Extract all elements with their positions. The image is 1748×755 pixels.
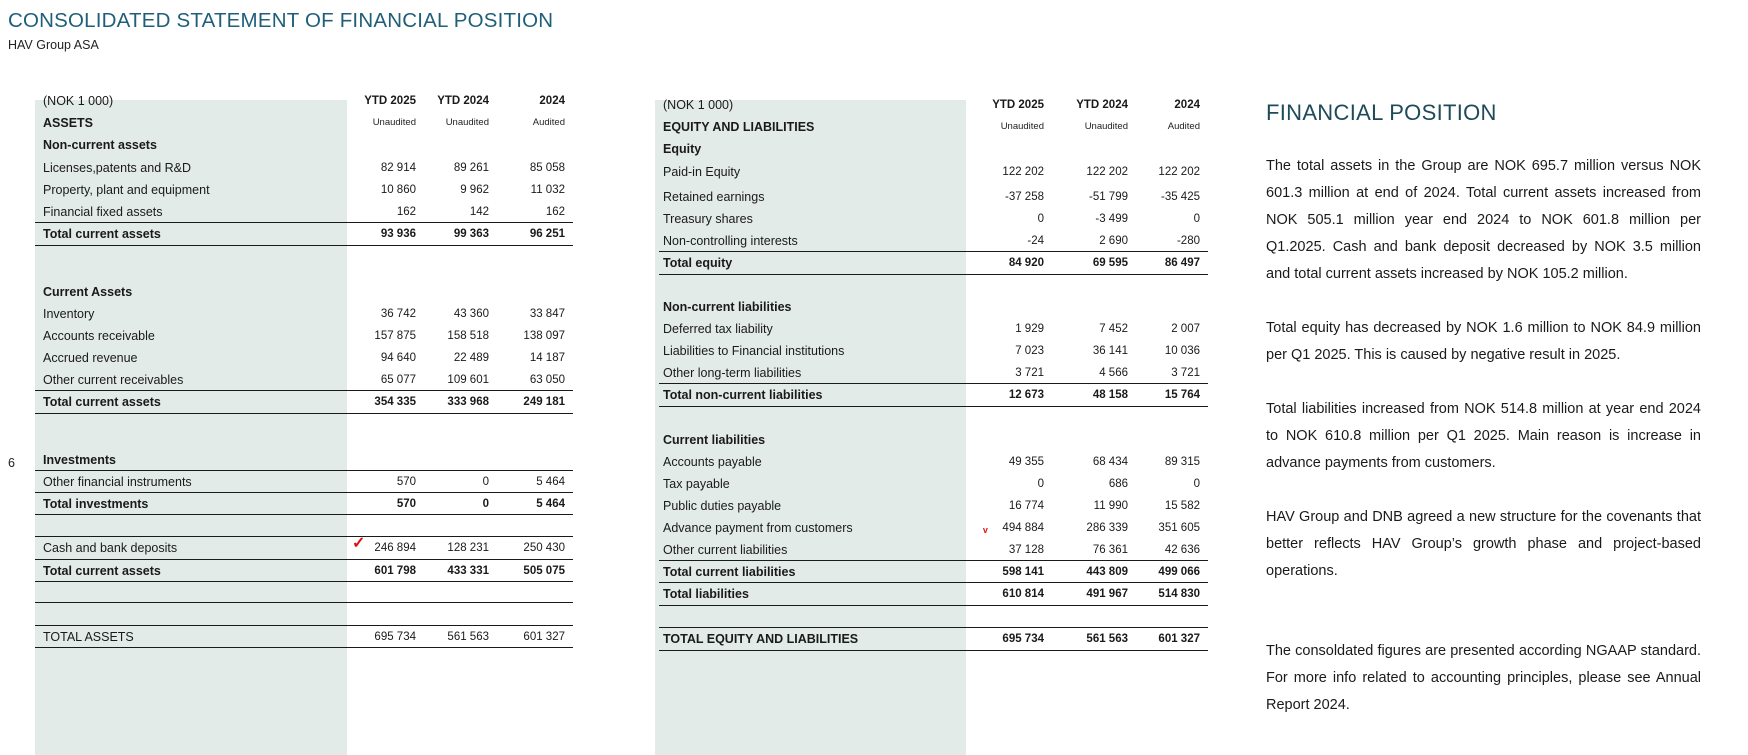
row-label: Non-current assets <box>43 138 157 152</box>
row-label: TOTAL EQUITY AND LIABILITIES <box>663 632 859 646</box>
cell-value: 48 158 <box>1092 389 1128 401</box>
cell-value: 69 595 <box>1092 257 1128 269</box>
table-row <box>35 302 573 326</box>
cell-value: 7 023 <box>1015 345 1044 357</box>
table-row <box>35 324 573 348</box>
cell-value: 505 075 <box>523 565 565 577</box>
table-row <box>35 470 573 494</box>
cell-value: 42 636 <box>1164 544 1200 556</box>
page-number: 6 <box>8 456 15 470</box>
row-divider <box>35 581 573 582</box>
table-row <box>655 207 1208 231</box>
row-label: Accounts payable <box>663 455 762 469</box>
row-divider <box>659 605 1208 606</box>
row-label: Cash and bank deposits <box>43 541 178 555</box>
column-note: Audited <box>532 117 565 128</box>
column-note: Unaudited <box>1000 121 1044 132</box>
cell-value: 494 884 <box>1002 522 1044 534</box>
cell-value: 16 774 <box>1008 500 1044 512</box>
cell-value: 138 097 <box>523 330 565 342</box>
row-label: Other long-term liabilities <box>663 366 802 380</box>
row-label: Total equity <box>663 256 733 270</box>
row-label: Liabilities to Financial institutions <box>663 344 845 358</box>
cell-value: 561 563 <box>447 631 489 643</box>
cell-value: 142 <box>469 206 489 218</box>
row-label: Total current assets <box>43 395 161 409</box>
cell-value: 157 875 <box>374 330 416 342</box>
table-row <box>655 361 1208 385</box>
cell-value: 0 <box>1037 478 1044 490</box>
cell-value: 85 058 <box>529 162 565 174</box>
cell-value: 36 141 <box>1092 345 1128 357</box>
cell-value: 0 <box>1193 213 1200 225</box>
cell-value: 491 967 <box>1086 588 1128 600</box>
row-label: Total non-current liabilities <box>663 388 823 402</box>
unit-label: (NOK 1 000) <box>663 98 734 112</box>
row-label: Current Assets <box>43 285 133 299</box>
column-note: Unaudited <box>445 117 489 128</box>
row-label: Paid-in Equity <box>663 165 741 179</box>
cell-value: 0 <box>1193 478 1200 490</box>
cell-value: 7 452 <box>1099 323 1128 335</box>
cell-value: 37 128 <box>1008 544 1044 556</box>
cell-value: -24 <box>1027 235 1044 247</box>
cell-value: 122 202 <box>1158 166 1200 178</box>
cell-value: 122 202 <box>1086 166 1128 178</box>
row-label: Accrued revenue <box>43 351 138 365</box>
cell-value: 10 860 <box>380 184 416 196</box>
cell-value: 158 518 <box>447 330 489 342</box>
tick-mark-annotation: ᵥ <box>983 520 988 535</box>
cell-value: 89 261 <box>453 162 489 174</box>
table-row <box>35 448 573 472</box>
cell-value: 695 734 <box>1002 633 1044 645</box>
cell-value: 128 231 <box>447 542 489 554</box>
cell-value: 49 355 <box>1008 456 1044 468</box>
table-row <box>655 494 1208 518</box>
row-label: Investments <box>43 453 116 467</box>
table-subheader-row <box>655 115 1208 139</box>
page-title: CONSOLIDATED STATEMENT OF FINANCIAL POSITION <box>8 9 554 32</box>
table-row <box>655 160 1208 184</box>
cell-value: 122 202 <box>1002 166 1044 178</box>
row-label: Advance payment from customers <box>663 521 853 535</box>
table-row <box>35 368 573 392</box>
company-name: HAV Group ASA <box>8 38 99 52</box>
cell-value: 22 489 <box>453 352 489 364</box>
table-subheader-row <box>35 111 573 135</box>
cell-value: 9 962 <box>460 184 489 196</box>
table-row <box>35 178 573 202</box>
cell-value: 2 690 <box>1099 235 1128 247</box>
cell-value: 109 601 <box>447 374 489 386</box>
row-label: Other current receivables <box>43 373 184 387</box>
row-label: Property, plant and equipment <box>43 183 210 197</box>
cell-value: 10 036 <box>1164 345 1200 357</box>
cell-value: 499 066 <box>1158 566 1200 578</box>
table-row <box>35 492 573 516</box>
row-divider <box>35 245 573 246</box>
table-row <box>655 251 1208 275</box>
table-row <box>655 538 1208 562</box>
cell-value: -280 <box>1176 235 1200 247</box>
cell-value: 601 798 <box>374 565 416 577</box>
cell-value: 443 809 <box>1086 566 1128 578</box>
cell-value: 162 <box>545 206 565 218</box>
cell-value: 514 830 <box>1158 588 1200 600</box>
cell-value: 33 847 <box>529 308 565 320</box>
table-row <box>655 560 1208 584</box>
cell-value: 3 721 <box>1171 367 1200 379</box>
cell-value: 12 673 <box>1008 389 1044 401</box>
cell-value: 250 430 <box>523 542 565 554</box>
cell-value: 570 <box>396 498 416 510</box>
cell-value: -51 799 <box>1088 191 1128 203</box>
check-mark-annotation: ✓ <box>352 535 366 552</box>
cell-value: 0 <box>482 498 489 510</box>
row-divider <box>659 650 1208 651</box>
table-row <box>655 472 1208 496</box>
row-label: Financial fixed assets <box>43 205 163 219</box>
table-row <box>35 559 573 583</box>
cell-value: 2 007 <box>1171 323 1200 335</box>
cell-value: 15 582 <box>1164 500 1200 512</box>
cell-value: 5 464 <box>536 476 565 488</box>
table-row <box>655 383 1208 407</box>
cell-value: 96 251 <box>529 228 565 240</box>
paragraph: Total equity has decreased by NOK 1.6 million to NOK 84.9 million per Q1 2025. This is caused by negative result in 2025. <box>1266 320 1701 363</box>
table-header-row <box>35 89 573 113</box>
table-row <box>655 627 1208 651</box>
paragraph: Total liabilities increased from NOK 514.8 million at year end 2024 to NOK 610.8 million per Q1 2025. Main reason is increase in advance payments from customers. <box>1266 401 1701 471</box>
unit-label: (NOK 1 000) <box>43 94 114 108</box>
row-label: Tax payable <box>663 477 730 491</box>
column-header: YTD 2024 <box>437 95 489 107</box>
row-label: Total investments <box>43 497 149 511</box>
cell-value: 246 894 <box>374 542 416 554</box>
cell-value: 86 497 <box>1164 257 1200 269</box>
cell-value: 0 <box>482 476 489 488</box>
row-label: Equity <box>663 142 702 156</box>
row-divider <box>35 413 573 414</box>
row-label: Deferred tax liability <box>663 322 773 336</box>
row-label: Non-controlling interests <box>663 234 798 248</box>
row-label: Other current liabilities <box>663 543 788 557</box>
cell-value: 99 363 <box>453 228 489 240</box>
row-label: Other financial instruments <box>43 475 192 489</box>
cell-value: 36 742 <box>380 308 416 320</box>
cell-value: 76 361 <box>1092 544 1128 556</box>
table-row <box>655 229 1208 253</box>
column-note: Audited <box>1167 121 1200 132</box>
cell-value: 94 640 <box>380 352 416 364</box>
table-header-row <box>655 93 1208 117</box>
table-row <box>655 295 1208 319</box>
table-row <box>35 222 573 246</box>
cell-value: 610 814 <box>1002 588 1044 600</box>
cell-value: 601 327 <box>1158 633 1200 645</box>
cell-value: 3 721 <box>1015 367 1044 379</box>
row-label: Total liabilities <box>663 587 749 601</box>
table-row <box>35 536 573 560</box>
column-note: Unaudited <box>1084 121 1128 132</box>
column-note: Unaudited <box>372 117 416 128</box>
cell-value: 561 563 <box>1086 633 1128 645</box>
row-label: Treasury shares <box>663 212 753 226</box>
column-header: 2024 <box>539 95 565 107</box>
table-row <box>655 317 1208 341</box>
cell-value: -35 425 <box>1160 191 1200 203</box>
table-row <box>655 137 1208 161</box>
cell-value: 63 050 <box>529 374 565 386</box>
table-row <box>655 516 1208 540</box>
section-title: ASSETS <box>43 116 94 130</box>
cell-value: 5 464 <box>536 498 565 510</box>
table-row <box>35 280 573 304</box>
cell-value: 15 764 <box>1164 389 1200 401</box>
table-row <box>35 625 573 649</box>
table-row <box>655 428 1208 452</box>
cell-value: 601 327 <box>523 631 565 643</box>
row-label: Non-current liabilities <box>663 300 792 314</box>
column-header: YTD 2025 <box>992 99 1044 111</box>
table-row <box>35 390 573 414</box>
cell-value: 598 141 <box>1002 566 1044 578</box>
equity-liabilities-table <box>655 100 1208 755</box>
cell-value: 570 <box>396 476 416 488</box>
cell-value: 84 920 <box>1008 257 1044 269</box>
table-row <box>35 200 573 224</box>
table-row <box>655 185 1208 209</box>
row-label: Current liabilities <box>663 433 766 447</box>
cell-value: 695 734 <box>374 631 416 643</box>
assets-table <box>35 94 573 755</box>
section-title: EQUITY AND LIABILITIES <box>663 120 815 134</box>
cell-value: 162 <box>396 206 416 218</box>
paragraph: The total assets in the Group are NOK 695.7 million versus NOK 601.3 million at end of 2024. Total current assets increased from NOK 505.1 million year end 2024 to NOK 601.8 million per Q1.2025. Cash and bank deposit decreased by NOK 3.5 million and total current assets increased by NOK 105.2 million. <box>1266 158 1701 282</box>
column-header: YTD 2024 <box>1076 99 1128 111</box>
cell-value: 0 <box>1037 213 1044 225</box>
table-row <box>35 133 573 157</box>
cell-value: 11 990 <box>1093 500 1128 512</box>
cell-value: 354 335 <box>374 396 416 408</box>
row-divider <box>659 406 1208 407</box>
row-divider <box>659 274 1208 275</box>
table-row <box>35 346 573 370</box>
row-label: Accounts receivable <box>43 329 155 343</box>
cell-value: 93 936 <box>380 228 416 240</box>
paragraph: HAV Group and DNB agreed a new structure for the covenants that better reflects HAV Group’s growth phase and project-based operations. <box>1266 509 1701 579</box>
cell-value: 286 339 <box>1086 522 1128 534</box>
cell-value: 351 605 <box>1158 522 1200 534</box>
row-label: Public duties payable <box>663 499 782 513</box>
row-label: Retained earnings <box>663 190 765 204</box>
cell-value: 68 434 <box>1092 456 1128 468</box>
row-divider <box>35 647 573 648</box>
row-label: Licenses,patents and R&D <box>43 161 192 175</box>
section-heading: FINANCIAL POSITION <box>1266 100 1497 125</box>
table-row <box>655 582 1208 606</box>
cell-value: 333 968 <box>447 396 489 408</box>
row-label: TOTAL ASSETS <box>43 630 134 644</box>
cell-value: 43 360 <box>453 308 489 320</box>
cell-value: 65 077 <box>380 374 416 386</box>
cell-value: 249 181 <box>523 396 565 408</box>
row-label: Total current liabilities <box>663 565 796 579</box>
cell-value: 14 187 <box>529 352 565 364</box>
column-header: 2024 <box>1174 99 1200 111</box>
cell-value: 11 032 <box>530 184 565 196</box>
paragraph: The consoldated figures are presented according NGAAP standard. For more info related to accounting principles, please see Annual Report 2024. <box>1266 643 1701 713</box>
row-label: Total current assets <box>43 564 161 578</box>
column-header: YTD 2025 <box>364 95 416 107</box>
cell-value: 1 929 <box>1015 323 1044 335</box>
row-label: Total current assets <box>43 227 161 241</box>
row-divider <box>35 602 573 603</box>
row-label: Inventory <box>43 307 95 321</box>
table-row <box>35 156 573 180</box>
cell-value: 433 331 <box>447 565 489 577</box>
cell-value: 82 914 <box>380 162 416 174</box>
table-row <box>655 450 1208 474</box>
table-row <box>655 339 1208 363</box>
cell-value: 4 566 <box>1099 367 1128 379</box>
cell-value: 686 <box>1108 478 1128 490</box>
cell-value: -37 258 <box>1004 191 1044 203</box>
cell-value: -3 499 <box>1095 213 1128 225</box>
row-divider <box>35 514 573 515</box>
financial-position-section <box>1266 100 1701 126</box>
cell-value: 89 315 <box>1164 456 1200 468</box>
